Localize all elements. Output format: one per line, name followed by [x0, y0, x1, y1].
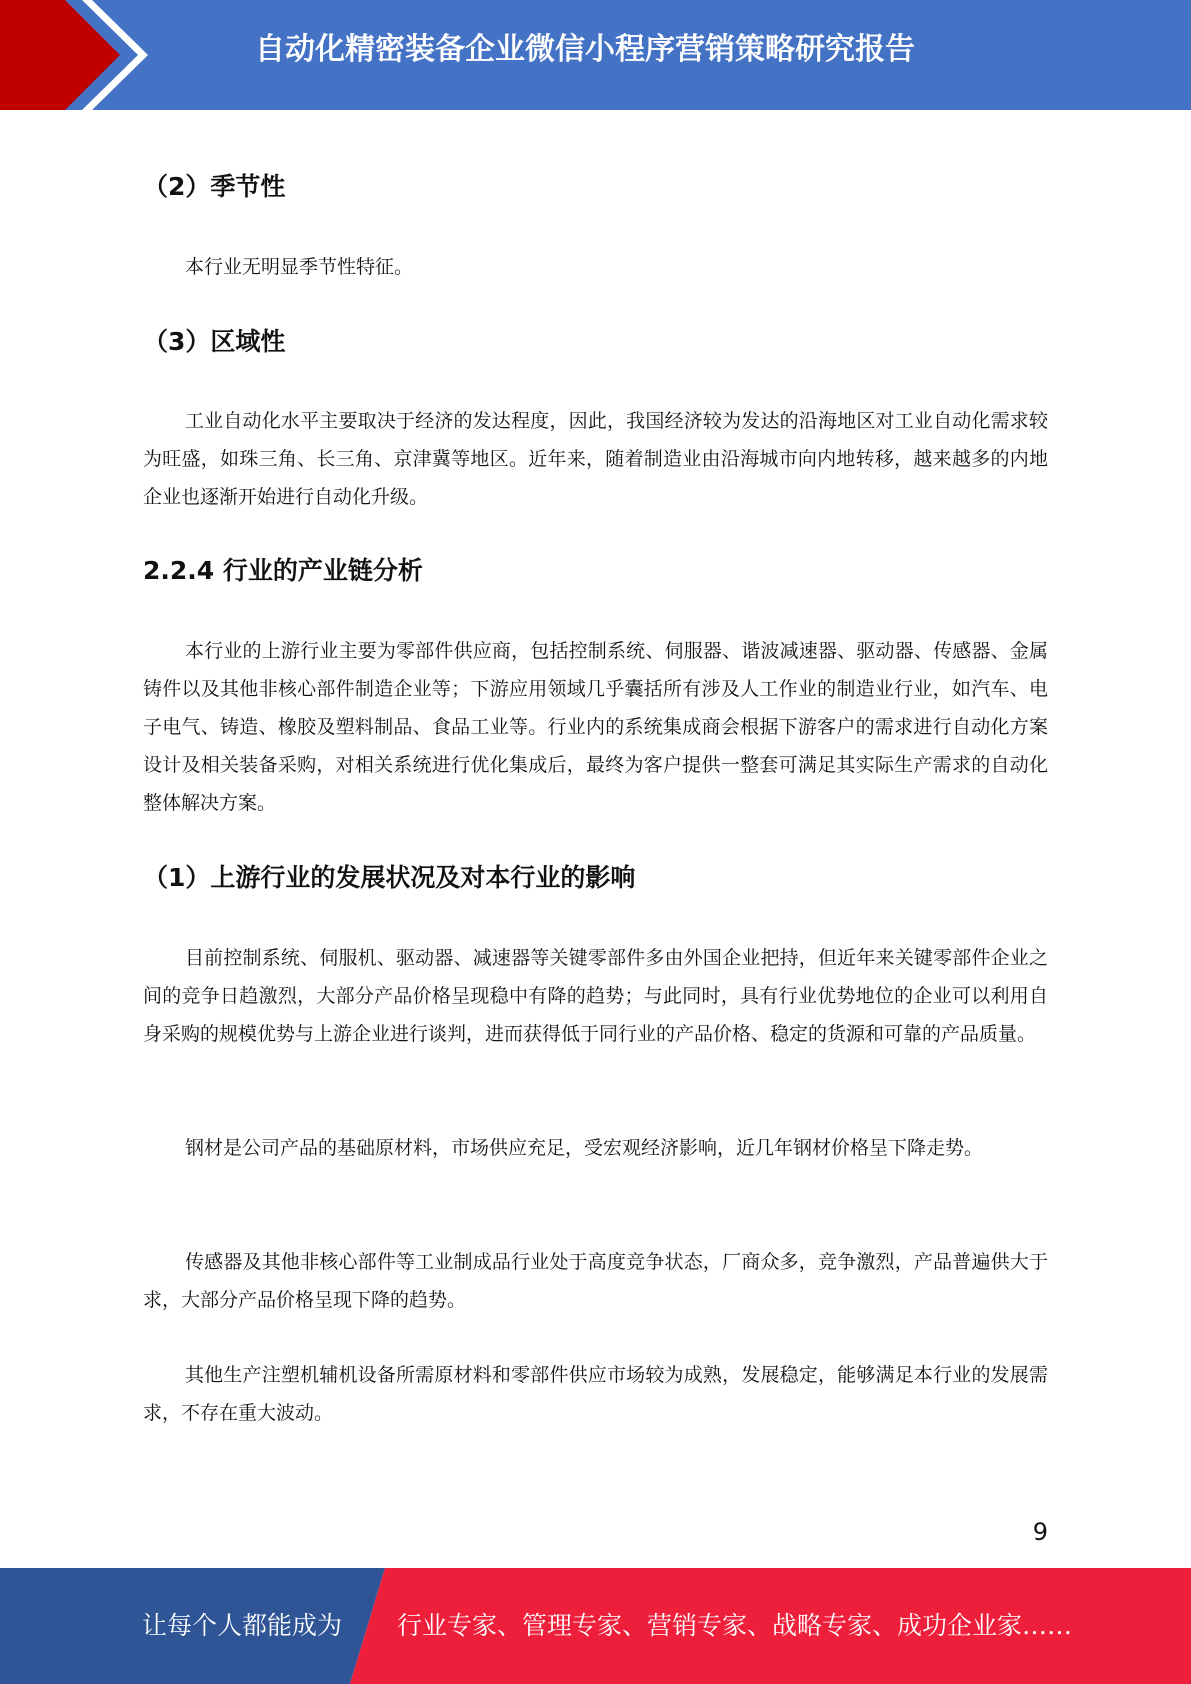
section-heading-industry-chain: 2.2.4 行业的产业链分析	[143, 556, 423, 585]
footer-slogan-right: 行业专家、管理专家、营销专家、战略专家、成功企业家……	[397, 1611, 1073, 1640]
page-header	[0, 0, 1191, 110]
heading-upstream: （1）上游行业的发展状况及对本行业的影响	[143, 863, 636, 892]
footer-slogan-left: 让每个人都能成为	[142, 1611, 343, 1640]
paragraph-regional: 工业自动化水平主要取决于经济的发达程度，因此，我国经济较为发达的沿海地区对工业自动化需求较为旺盛，如珠三角、长三角、京津冀等地区。近年来，随着制造业由沿海城市向内地转移，越来越多的内地企业也逐渐开始进行自动化升级。	[143, 410, 1048, 508]
page-number: 9	[1032, 1518, 1048, 1546]
paragraph-upstream-2: 钢材是公司产品的基础原材料，市场供应充足，受宏观经济影响，近几年钢材价格呈下降走势。	[185, 1137, 984, 1159]
paragraph-upstream-4: 其他生产注塑机辅机设备所需原材料和零部件供应市场较为成熟，发展稳定，能够满足本行业的发展需求，不存在重大波动。	[143, 1364, 1048, 1424]
header-chevron-decoration	[0, 0, 160, 110]
paragraph-upstream-3: 传感器及其他非核心部件等工业制成品行业处于高度竞争状态，厂商众多，竞争激烈，产品普遍供大于求，大部分产品价格呈现下降的趋势。	[143, 1251, 1048, 1311]
paragraph-seasonality: 本行业无明显季节性特征。	[185, 256, 414, 278]
page-footer	[0, 1568, 1191, 1684]
paragraph-industry-chain: 本行业的上游行业主要为零部件供应商，包括控制系统、伺服器、谐波减速器、驱动器、传感器、金属铸件以及其他非核心部件制造企业等；下游应用领域几乎囊括所有涉及人工作业的制造业行业，如汽车、电子电气、铸造、橡胶及塑料制品、食品工业等。行业内的系统集成商会根据下游客户的需求进行自动化方案设计及相关装备采购，对相关系统进行优化集成后，最终为客户提供一整套可满足其实际生产需求的自动化整体解决方案。	[143, 640, 1048, 814]
paragraph-upstream-1: 目前控制系统、伺服机、驱动器、减速器等关键零部件多由外国企业把持，但近年来关键零部件企业之间的竞争日趋激烈，大部分产品价格呈现稳中有降的趋势；与此同时，具有行业优势地位的企业可以利用自身采购的规模优势与上游企业进行谈判，进而获得低于同行业的产品价格、稳定的货源和可靠的产品质量。	[143, 947, 1048, 1045]
heading-seasonality: （2）季节性	[143, 172, 286, 201]
document-title: 自动化精密装备企业微信小程序营销策略研究报告	[255, 32, 915, 67]
heading-regional: （3）区域性	[143, 327, 286, 356]
